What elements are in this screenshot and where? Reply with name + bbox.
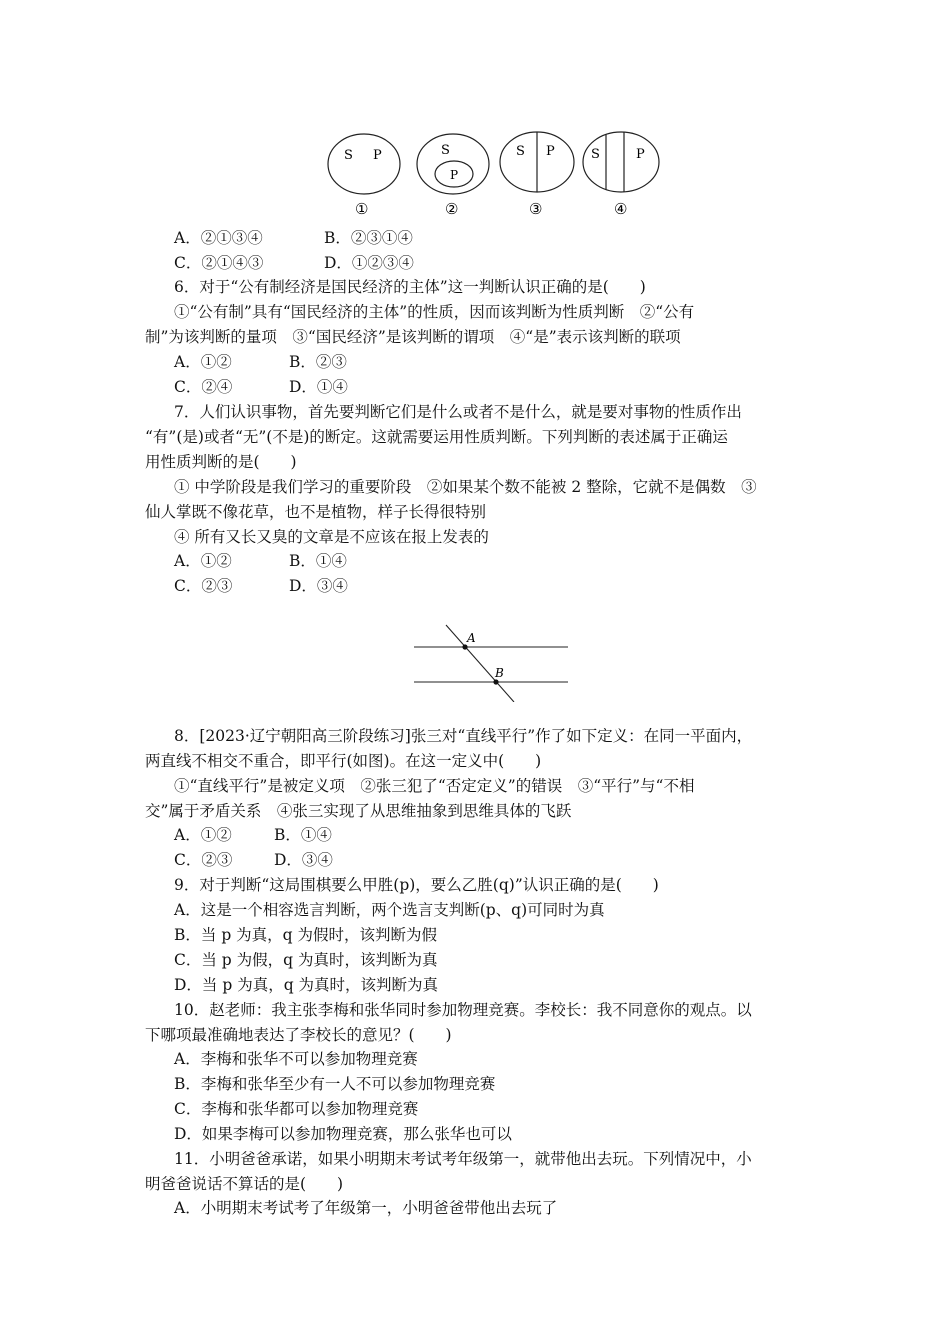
q11-stem-line-2: 明爸爸说话不算话的是( ) <box>145 1175 344 1193</box>
q7-stem-line-2: “有”(是)或者“无”(不是)的断定。这就需要运用性质判断。下列判断的表述属于正确运 <box>145 428 728 446</box>
q8-option-d: D．③④ <box>274 851 333 869</box>
venn-number-1: ① <box>355 200 369 218</box>
venn-label-p: P <box>636 147 645 162</box>
q7-option-d: D．③④ <box>289 577 348 595</box>
venn-diagram-figure <box>320 128 670 220</box>
point-b-label: B <box>495 666 504 680</box>
q6-statement-line-1: ①“公有制”具有“国民经济的主体”的性质，因而该判断为性质判断 ②“公有 <box>174 303 695 321</box>
venn-number-2: ② <box>445 200 459 218</box>
q8-options-row-1 <box>174 825 332 845</box>
q10-option-c: C．李梅和张华都可以参加物理竞赛 <box>174 1100 419 1118</box>
q5-option-d: D．①②③④ <box>324 254 414 272</box>
q9-option-c: C．当 p 为假，q 为真时，该判断为真 <box>174 951 438 969</box>
venn-label-s: S <box>516 144 525 159</box>
point-b <box>493 679 498 684</box>
q10-stem-line-1: 10．赵老师：我主张李梅和张华同时参加物理竞赛。李校长：我不同意你的观点。以 <box>174 1001 752 1019</box>
q7-statement-line-1: ① 中学阶段是我们学习的重要阶段 ②如果某个数不能被 2 整除，它就不是偶数 ③ <box>174 478 757 496</box>
venn-label-s: S <box>591 147 600 162</box>
q7-statement-line-2: 仙人掌既不像花草，也不是植物，样子长得很特别 <box>145 503 487 521</box>
q10-stem-line-2: 下哪项最准确地表达了李校长的意见？( ) <box>145 1026 452 1044</box>
venn-number-3: ③ <box>529 200 543 218</box>
venn-label-p: P <box>450 168 459 182</box>
q11-stem-line-1: 11．小明爸爸承诺，如果小明期末考试考年级第一，就带他出去玩。下列情况中，小 <box>174 1150 752 1168</box>
q7-stem-line-1: 7．人们认识事物，首先要判断它们是什么或者不是什么，就是要对事物的性质作出 <box>174 403 742 421</box>
q6-option-b: B．②③ <box>289 353 347 371</box>
q8-option-c: C．②③ <box>174 851 233 869</box>
point-a <box>462 644 467 649</box>
venn-label-s: S <box>344 148 353 163</box>
q7-statement-line-3: ④ 所有又长又臭的文章是不应该在报上发表的 <box>174 528 489 546</box>
point-a-label: A <box>467 631 476 645</box>
q11-option-a: A．小明期末考试考了年级第一，小明爸爸带他出去玩了 <box>174 1199 558 1217</box>
venn-diagram-1 <box>328 134 400 218</box>
q6-options-row-2 <box>174 377 348 397</box>
q6-stem: 6．对于“公有制经济是国民经济的主体”这一判断认识正确的是( ) <box>174 278 646 296</box>
q6-option-c: C．②④ <box>174 378 233 396</box>
q7-options-row-2 <box>174 576 348 596</box>
q5-option-b: B．②③①④ <box>324 229 413 247</box>
q7-option-b: B．①④ <box>289 552 347 570</box>
q9-option-b: B．当 p 为真，q 为假时，该判断为假 <box>174 926 438 944</box>
q9-option-a: A．这是一个相容选言判断，两个选言支判断(p、q)可同时为真 <box>174 901 605 919</box>
q5-options-row-1 <box>174 228 413 248</box>
q8-stem-line-2: 两直线不相交不重合，即平行(如图)。在这一定义中( ) <box>145 752 542 770</box>
venn-diagram-4 <box>583 132 659 218</box>
venn-number-4: ④ <box>614 200 628 218</box>
q10-option-b: B．李梅和张华至少有一人不可以参加物理竞赛 <box>174 1075 496 1093</box>
venn-label-p: P <box>546 144 555 159</box>
q5-option-c: C．②①④③ <box>174 254 264 272</box>
q8-option-b: B．①④ <box>274 826 332 844</box>
q8-option-a: A．①② <box>174 826 232 844</box>
q5-option-a: A．②①③④ <box>174 229 263 247</box>
venn-label-p: P <box>373 148 382 163</box>
venn-diagram-3 <box>500 132 574 218</box>
q5-options-row-2 <box>174 253 414 273</box>
q9-option-d: D．当 p 为真，q 为真时，该判断为真 <box>174 976 439 994</box>
transversal-line <box>446 625 514 702</box>
q8-statement-line-2: 交”属于矛盾关系 ④张三实现了从思维抽象到思维具体的飞跃 <box>145 802 572 820</box>
q8-options-row-2 <box>174 850 333 870</box>
q7-option-c: C．②③ <box>174 577 233 595</box>
q10-option-a: A．李梅和张华不可以参加物理竞赛 <box>174 1050 418 1068</box>
q8-statement-line-1: ①“直线平行”是被定义项 ②张三犯了“否定定义”的错误 ③“平行”与“不相 <box>174 777 695 795</box>
q6-option-d: D．①④ <box>289 378 348 396</box>
q7-options-row-1 <box>174 551 347 571</box>
venn-label-s: S <box>441 143 450 158</box>
q9-stem: 9．对于判断“这局围棋要么甲胜(p)，要么乙胜(q)”认识正确的是( ) <box>174 876 659 894</box>
q7-option-a: A．①② <box>174 552 232 570</box>
q7-stem-line-3: 用性质判断的是( ) <box>145 453 297 471</box>
parallel-lines-figure <box>408 622 573 702</box>
q6-options-row-1 <box>174 352 347 372</box>
venn-diagram-2 <box>417 134 489 218</box>
q6-option-a: A．①② <box>174 353 232 371</box>
q10-option-d: D．如果李梅可以参加物理竞赛，那么张华也可以 <box>174 1125 512 1143</box>
q6-statement-line-2: 制”为该判断的量项 ③“国民经济”是该判断的谓项 ④“是”表示该判断的联项 <box>145 328 681 346</box>
q8-stem-line-1: 8．[2023·辽宁朝阳高三阶段练习]张三对“直线平行”作了如下定义：在同一平面内， <box>174 727 753 745</box>
